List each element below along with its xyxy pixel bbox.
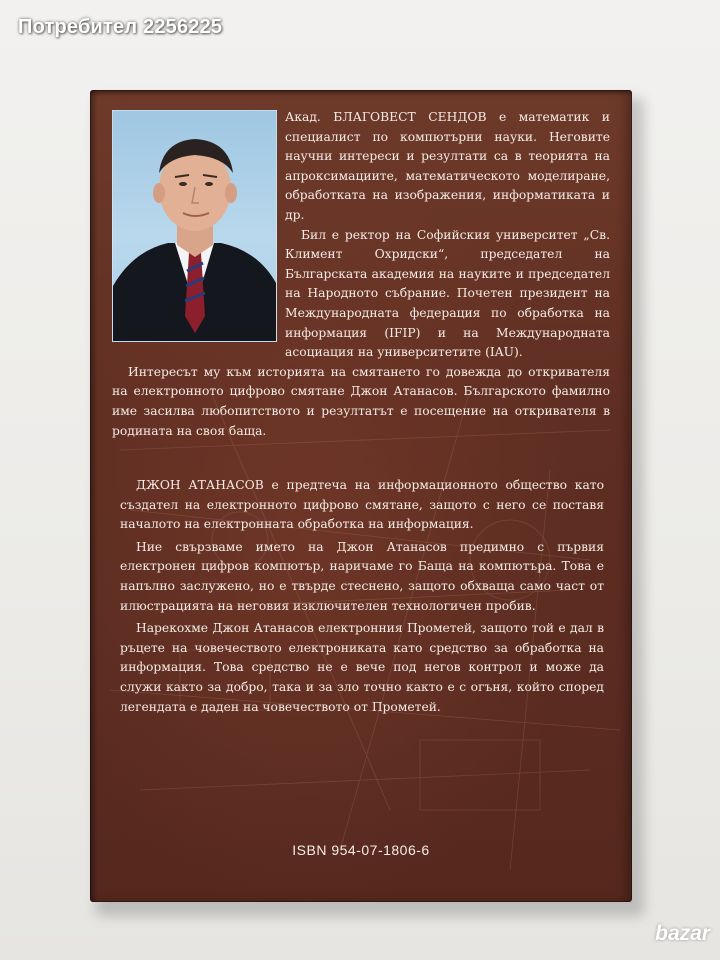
cover-edge (90, 90, 98, 902)
description-paragraph: Ние свързваме името на Джон Атанасов предимно с първия електронен цифров компютър, наричаме го Баща на компютъра. Това е напълно заслужено, но е твърде стеснено, защото обхваща само част от илюстрацията на неговия изключителен технологичен пробив. (120, 539, 604, 613)
book-back-cover (90, 90, 632, 902)
bio-paragraph: Интересът му към историята на смятането го довежда до откривателя на електронното цифрово смятане Джон Атанасов. Българското фамилно име засилва любопитството и резултатът е посещение на откривателя в родината на своя баща. (112, 364, 610, 438)
bio-paragraph: Бил е ректор на Софийския университет „Св. Климент Охридски“, председател на Българската академия на науките и председател на Народното събрание. Почетен президент на Международната федерация по обработка на информация (IFIP) и на Международната асоциация на университетите (IAU). (285, 227, 610, 360)
author-bio (112, 108, 610, 441)
book-description (120, 476, 604, 720)
isbn-number: ISBN 954-07-1806-6 (292, 842, 430, 858)
bio-paragraph: Акад. БЛАГОВЕСТ СЕНДОВ е математик и специалист по компютърни науки. Неговите научни интереси и резултати са в теорията на апроксимациите, математическото моделиране, обработката на изображения, информатиката и др. (285, 110, 610, 222)
portrait-spacer (112, 108, 285, 344)
bazar-logo: bazar (655, 922, 710, 945)
description-paragraph: Нарекохме Джон Атанасов електронния Прометей, защото той е дал в ръцете на човечеството електрониката като средство за обработка на информация. Това средство не е вече под негов контрол и може да служи както за добро, така и за зло точно както е с огъня, който според легендата е даден на човечеството от Прометей. (120, 621, 604, 714)
watermark-user: Потребител 2256225 (18, 16, 223, 38)
cover-edge-top (90, 90, 632, 96)
description-paragraph: ДЖОН АТАНАСОВ е предтеча на информационното общество като създател на електронното цифрово смятане, защото с него се поставя началото на електронната обработка на информация. (120, 478, 604, 532)
